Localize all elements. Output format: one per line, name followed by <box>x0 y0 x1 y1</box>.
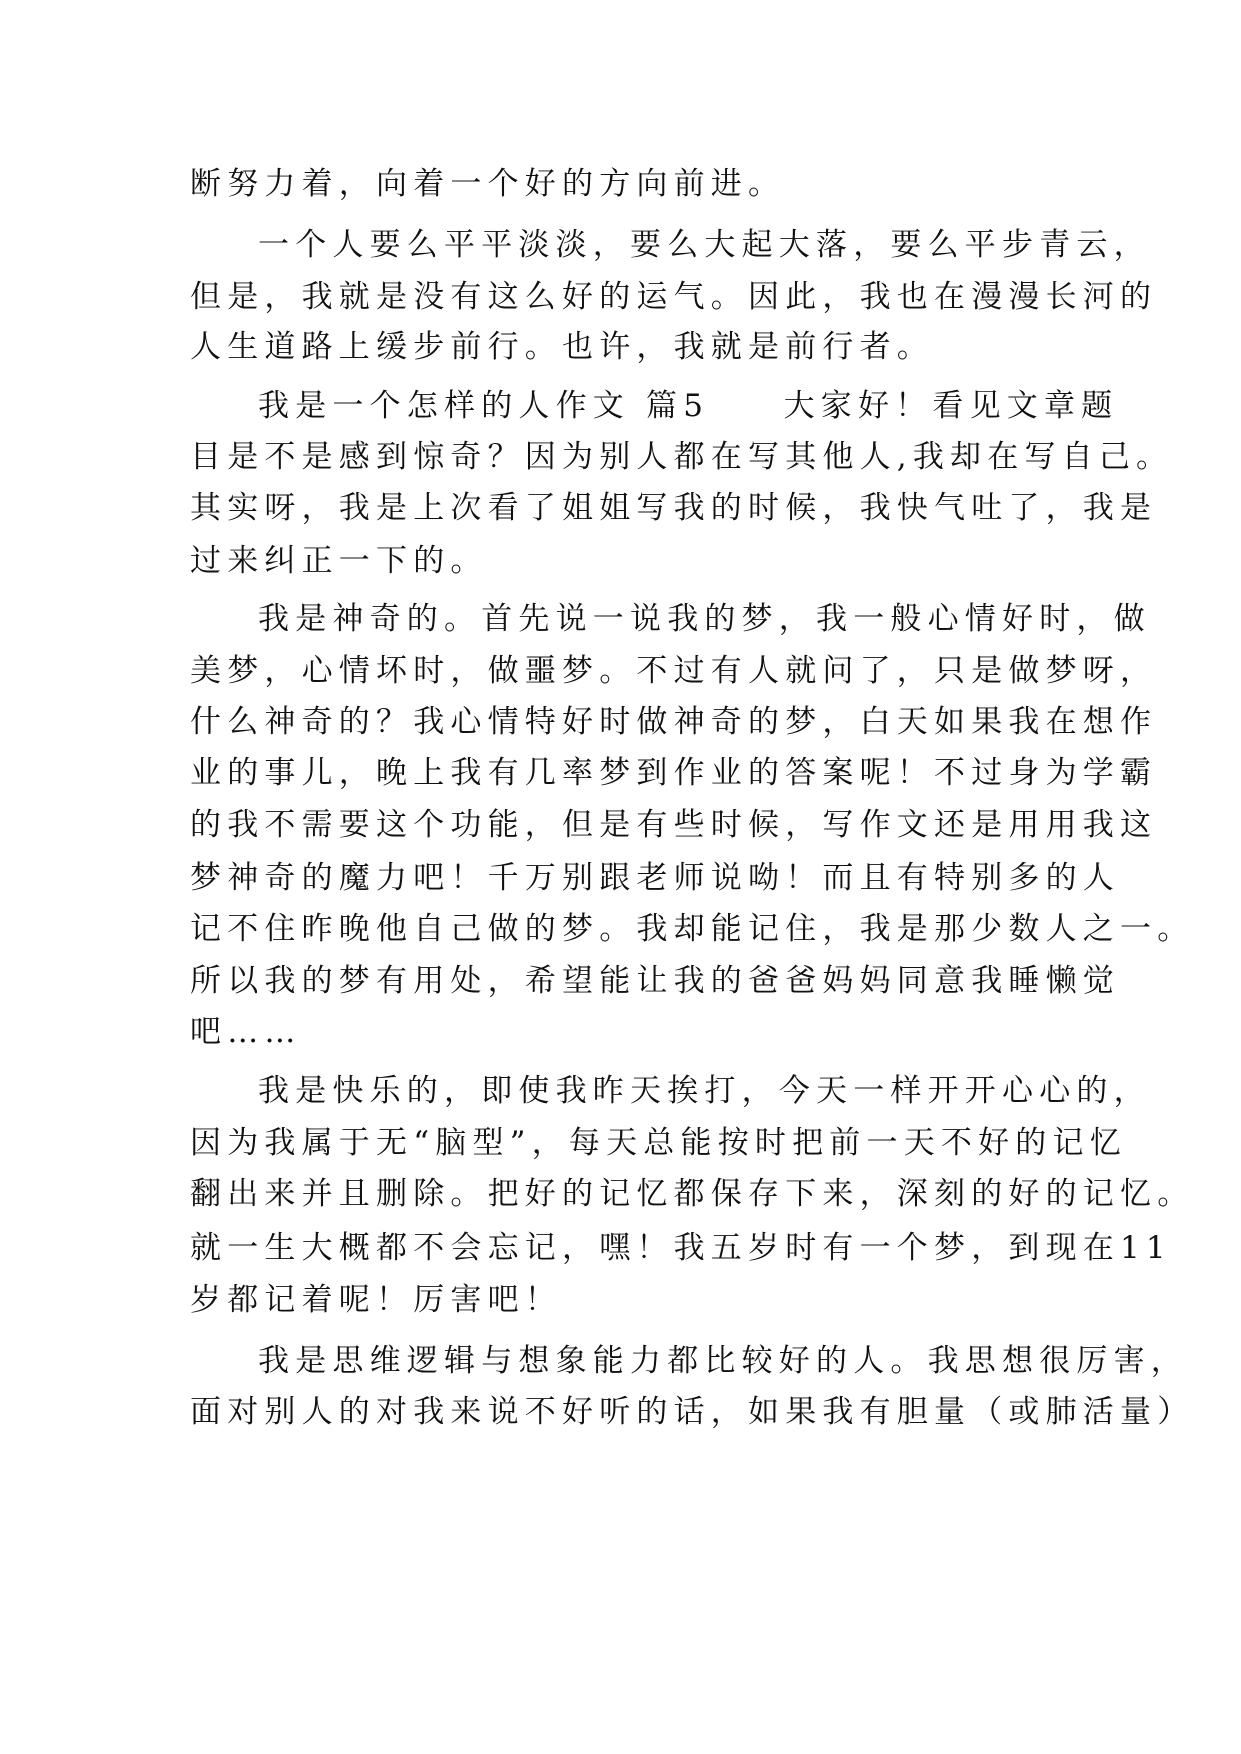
text-line: 就一生大概都不会忘记，嘿！我五岁时有一个梦，到现在11 <box>190 1230 1172 1266</box>
text-line: 其实呀，我是上次看了姐姐写我的时候，我快气吐了，我是 <box>190 490 1158 526</box>
text-line: 因为我属于无“脑型”，每天总能按时把前一天不好的记忆 <box>190 1125 1127 1161</box>
text-line: 过来纠正一下的。 <box>190 543 488 579</box>
text-line: 目是不是感到惊奇？因为别人都在写其他人,我却在写自己。 <box>190 439 1174 475</box>
text-line: 岁都记着呢！厉害吧！ <box>190 1282 562 1318</box>
text-line: 记不住昨晚他自己做的梦。我却能记住，我是那少数人之一。 <box>190 911 1195 947</box>
text-line: 业的事儿，晚上我有几率梦到作业的答案呢！不过身为学霸 <box>190 755 1158 791</box>
text-line: 我是思维逻辑与想象能力都比较好的人。我思想很厉害， <box>258 1343 1188 1379</box>
text-line: 所以我的梦有用处，希望能让我的爸爸妈妈同意我睡懒觉 <box>190 963 1120 999</box>
text-line: 我是一个怎样的人作文 篇5 大家好！看见文章题 <box>258 388 1119 424</box>
text-line: 断努力着，向着一个好的方向前进。 <box>190 166 786 202</box>
text-line: 人生道路上缓步前行。也许，我就是前行者。 <box>190 329 934 365</box>
text-line: 一个人要么平平淡淡，要么大起大落，要么平步青云， <box>258 227 1151 263</box>
text-line: 梦神奇的魔力吧！千万别跟老师说呦！而且有特别多的人 <box>190 860 1120 896</box>
text-line: 吧…… <box>190 1014 302 1050</box>
text-line: 翻出来并且删除。把好的记忆都保存下来，深刻的好的记忆。 <box>190 1176 1195 1212</box>
text-line: 面对别人的对我来说不好听的话，如果我有胆量（或肺活量） <box>190 1394 1195 1430</box>
text-line: 我是快乐的，即使我昨天挨打，今天一样开开心心的， <box>258 1073 1151 1109</box>
text-line: 什么神奇的？我心情特好时做神奇的梦，白天如果我在想作 <box>190 704 1158 740</box>
text-line: 美梦，心情坏时，做噩梦。不过有人就问了，只是做梦呀， <box>190 653 1158 689</box>
text-line: 的我不需要这个功能，但是有些时候，写作文还是用用我这 <box>190 807 1158 843</box>
text-line: 但是，我就是没有这么好的运气。因此，我也在漫漫长河的 <box>190 279 1158 315</box>
text-line: 我是神奇的。首先说一说我的梦，我一般心情好时，做 <box>258 601 1151 637</box>
